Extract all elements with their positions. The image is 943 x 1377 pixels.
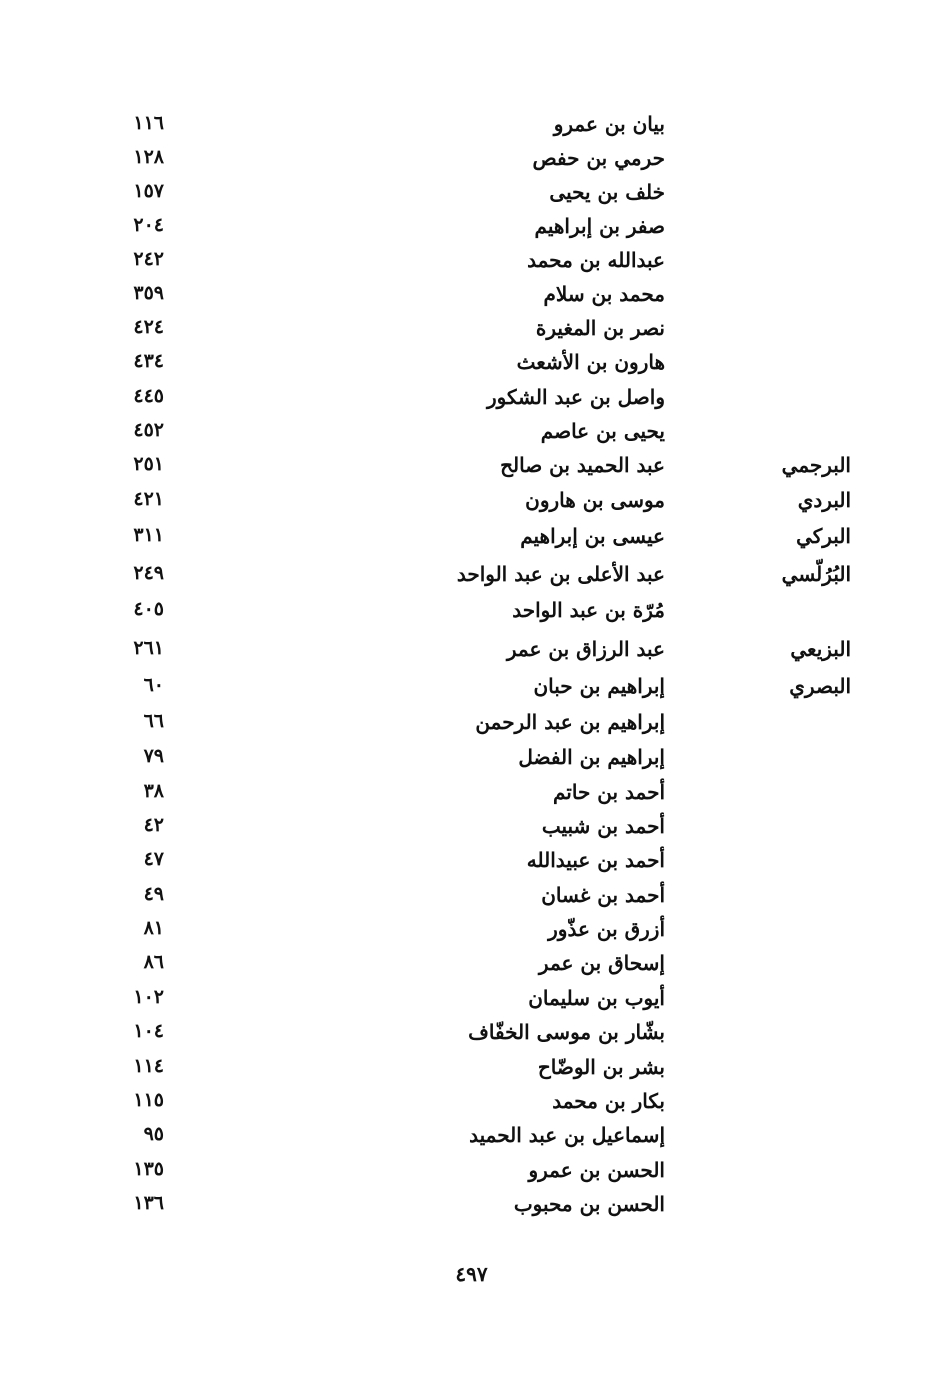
nisba-heading: البصري <box>789 674 851 698</box>
page-reference: ٤٣٤ <box>133 350 164 372</box>
page-reference: ٤٢١ <box>133 488 164 510</box>
page-reference: ٣٨ <box>143 780 164 802</box>
narrator-name: عبد الرزاق بن عمر <box>506 637 665 661</box>
page-reference: ٣٥٩ <box>133 282 164 304</box>
page-reference: ١١٦ <box>133 112 164 134</box>
narrator-name: أحمد بن شبيب <box>541 814 665 838</box>
narrator-name: عبد الحميد بن صالح <box>500 453 665 477</box>
page-reference: ٤٥٢ <box>133 419 164 441</box>
narrator-name: عبدالله بن محمد <box>527 248 665 272</box>
page-reference: ٤٤٥ <box>133 385 164 407</box>
narrator-name: حرمي بن حفص <box>532 146 665 170</box>
narrator-name: موسى بن هارون <box>525 488 665 512</box>
narrator-name: نصر بن المغيرة <box>535 316 665 340</box>
page-reference: ١٢٨ <box>133 146 164 168</box>
page-reference: ٦٠ <box>143 674 164 696</box>
page-reference: ٦٦ <box>143 710 164 732</box>
page-number: ٤٩٧ <box>455 1262 488 1286</box>
page-reference: ١١٤ <box>133 1055 164 1077</box>
page-reference: ١٣٦ <box>133 1192 164 1214</box>
page-reference: ٤٠٥ <box>133 598 164 620</box>
page-reference: ٤٢ <box>143 814 164 836</box>
page-reference: ٢٥١ <box>133 453 164 475</box>
page-reference: ٢٤٢ <box>133 248 164 270</box>
narrator-name: إبراهيم بن عبد الرحمن <box>475 710 665 734</box>
narrator-name: مُرّة بن عبد الواحد <box>512 598 665 622</box>
page-reference: ٨٦ <box>143 951 164 973</box>
nisba-heading: البُرُلّسي <box>781 562 851 586</box>
page-reference: ٢٠٤ <box>133 214 164 236</box>
page-reference: ٣١١ <box>133 524 164 546</box>
page-reference: ١٠٤ <box>133 1020 164 1042</box>
narrator-name: إسماعيل بن عبد الحميد <box>469 1123 665 1147</box>
narrator-name: عبد الأعلى بن عبد الواحد <box>456 562 665 586</box>
page-reference: ١٠٢ <box>133 986 164 1008</box>
page-reference: ١١٥ <box>133 1089 164 1111</box>
narrator-name: خلف بن يحيى <box>549 180 665 204</box>
narrator-name: أحمد بن غسان <box>541 883 665 907</box>
narrator-name: واصل بن عبد الشكور <box>486 385 665 409</box>
narrator-name: الحسن بن محبوب <box>513 1192 665 1216</box>
narrator-name: أحمد بن حاتم <box>552 780 665 804</box>
narrator-name: عيسى بن إبراهيم <box>520 524 665 548</box>
narrator-name: بكار بن محمد <box>552 1089 665 1113</box>
narrator-name: صفر بن إبراهيم <box>534 214 665 238</box>
nisba-heading: البزيعي <box>790 637 851 661</box>
nisba-heading: البردي <box>797 488 851 512</box>
narrator-name: إبراهيم بن الفضل <box>518 745 665 769</box>
page-reference: ٤٩ <box>143 883 164 905</box>
narrator-name: بشر بن الوضّاح <box>537 1055 665 1079</box>
narrator-name: هارون بن الأشعث <box>516 350 665 374</box>
nisba-heading: البركي <box>796 524 851 548</box>
page-reference: ١٥٧ <box>133 180 164 202</box>
page-reference: ٢٤٩ <box>133 562 164 584</box>
page-reference: ٧٩ <box>143 745 164 767</box>
page-reference: ١٣٥ <box>133 1158 164 1180</box>
page-reference: ٤٢٤ <box>133 316 164 338</box>
page-reference: ٨١ <box>143 917 164 939</box>
narrator-name: أزرق بن عذّور <box>548 917 665 941</box>
narrator-name: أيوب بن سليمان <box>528 986 665 1010</box>
narrator-name: يحيى بن عاصم <box>540 419 665 443</box>
narrator-name: أحمد بن عبيدالله <box>526 848 665 872</box>
page-reference: ٤٧ <box>143 848 164 870</box>
narrator-name: بشّار بن موسى الخفّاف <box>468 1020 665 1044</box>
narrator-name: إسحاق بن عمر <box>538 951 665 975</box>
narrator-name: بيان بن عمرو <box>553 112 665 136</box>
narrator-name: الحسن بن عمرو <box>528 1158 665 1182</box>
narrator-name: إبراهيم بن حبان <box>533 674 665 698</box>
page-reference: ٢٦١ <box>133 637 164 659</box>
nisba-heading: البرجمي <box>781 453 851 477</box>
page-reference: ٩٥ <box>143 1123 164 1145</box>
narrator-name: محمد بن سلام <box>543 282 665 306</box>
